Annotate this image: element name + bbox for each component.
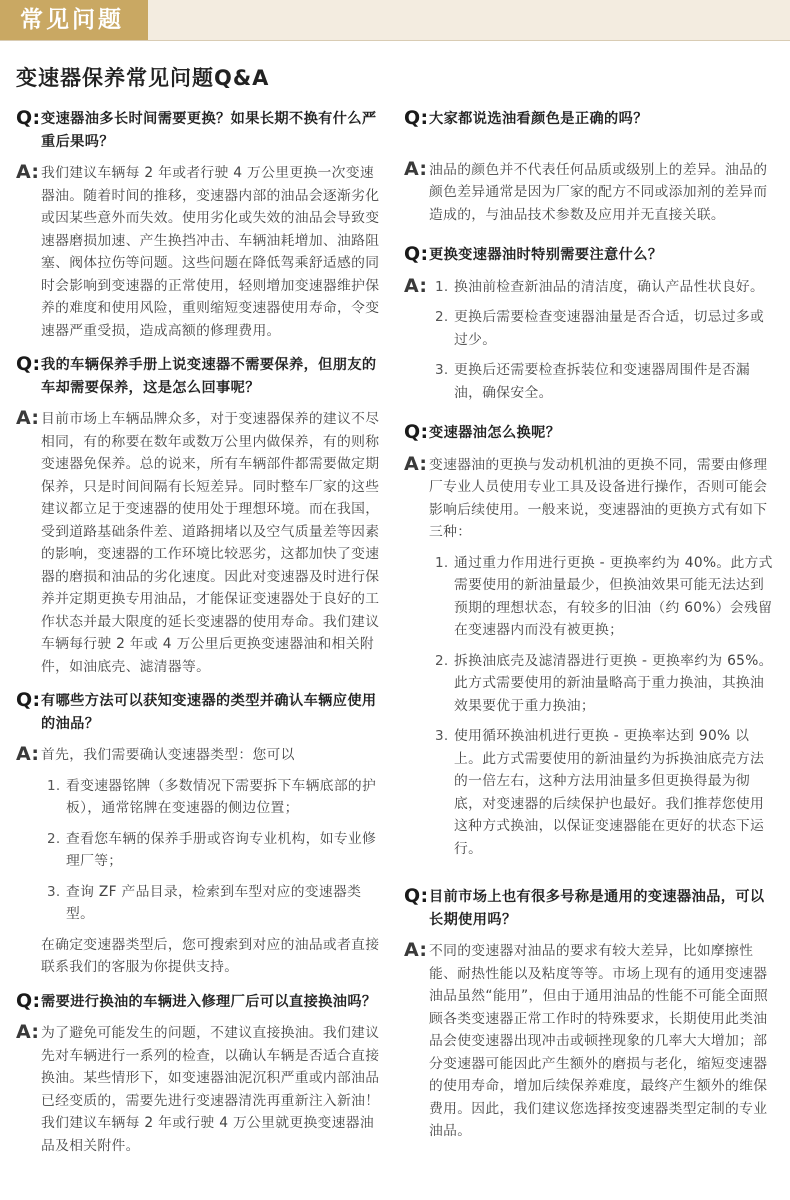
question-text: 需要进行换油的车辆进入修理厂后可以直接换油吗？ [41,993,377,1010]
question-1 [16,108,388,153]
page-title: 变速器保养常见问题Q&A [16,66,270,90]
a-marker: A: [16,743,40,765]
answer-6-list [429,276,776,405]
question-4 [16,991,388,1014]
answer-5 [404,159,776,227]
q-marker: Q: [16,689,41,711]
question-text: 我的车辆保养手册上说变速器不需要保养，但朋友的车却需要保养，这是怎么回事呢？ [41,357,377,396]
question-5 [404,108,776,131]
answer-text: 不同的变速器对油品的要求有较大差异，比如摩擦性能、耐热性能以及粘度等等。市场上现有的通用变速器油品虽然“能用”，但由于通用油品的性能不可能全面照顾各类变速器正常工作时的特殊要求，长期使用此类油品会使变速器出现冲击或顿挫现象的几率大大增加；部分变速器可能因此产生额外的磨损与老化，缩短变速器的使用寿命，增加后续保养难度，最终产生额外的维保费用。因此，我们建议您选择按变速器类型定制的专业油品。 [429,943,769,1139]
list-item: 2. 查看您车辆的保养手册或咨询专业机构，如专业修理厂等； [47,830,377,869]
question-8 [404,886,776,931]
question-7 [404,422,776,445]
q-marker: Q: [404,421,429,443]
question-text: 变速器油多长时间需要更换？如果长期不换有什么严重后果吗？ [41,111,377,150]
a-marker: A: [16,407,40,429]
question-text: 有哪些方法可以获知变速器的类型并确认车辆应使用的油品？ [41,693,377,732]
list-item: 2. 拆换油底壳及滤清器进行更换 - 更换率约为 65%。此方式需要使用的新油量略高于重力换油，其换油效果要优于重力换油； [435,652,773,714]
question-2 [16,354,388,399]
answer-3-list [41,775,388,926]
answer-text: 目前市场上车辆品牌众多，对于变速器保养的建议不尽相同，有的称要在数年或数万公里内做保养，有的则称变速器免保养。总的说来，所有车辆部件都需要做定期保养，只是时间间隔有长短差异。同时整车厂家的这些建议都立足于变速器的使用处于理想环境。而在我国，受到道路基础条件差、道路拥堵以及空气质量差等因素的影响，变速器的工作环境比较恶劣，这都加快了变速器的磨损和油品的劣化速度。因此对变速器及时进行保养并定期更换专用油品，才能保证变速器处于良好的工作状态并最大限度的延长变速器的使用寿命。我们建议车辆每行驶 2 年或 4 万公里后更换变速器油和相关附件，如油底壳、滤清器等。 [41,411,380,675]
q-marker: Q: [404,885,429,907]
a-marker: A: [404,939,428,961]
answer-3-tail: 在确定变速器类型后，您可搜索到对应的油品或者直接联系我们的客服为你提供支持。 [41,936,380,975]
list-item: 3. 查询 ZF 产品目录，检索到车型对应的变速器类型。 [47,883,362,922]
a-marker: A: [404,157,428,180]
question-text: 变速器油怎么换呢？ [429,425,561,441]
header-banner [0,0,790,41]
list-item: 1. 换油前检查新油品的清洁度，确认产品性状良好。 [435,278,765,295]
list-item: 2. 更换后需要检查变速器油量是否合适，切忌过多或过少。 [435,309,765,348]
question-text: 大家都说选油看颜色是正确的吗？ [429,111,648,127]
answer-text: 为了避免可能发生的问题，不建议直接换油。我们建议先对车辆进行一系列的检查，以确认车辆是否适合直接换油。某些情形下，如变速器油泥沉积严重或内部油品已经变质的，需要先进行变速器清洗再重新注入新油！我们建议车辆每 2 年或行驶 4 万公里就更换变速器油品及相关附件。 [41,1025,380,1154]
answer-1 [16,162,388,342]
banner-title: 常见问题 [20,7,124,33]
answer-6 [404,276,776,405]
question-6 [404,244,776,267]
answer-2 [16,408,388,678]
faq-column-left [16,108,388,1157]
answer-7-list [429,552,776,861]
q-marker: Q: [16,107,41,129]
list-item: 1. 通过重力作用进行更换 - 更换率约为 40%。此方式需要使用的新油量最少，但换油效果可能无法达到预期的理想状态，有较多的旧油（约 60%）会残留在变速器内而没有被更换； [435,554,773,638]
answer-text: 我们建议车辆每 2 年或者行驶 4 万公里更换一次变速器油。随着时间的推移，变速器内部的油品会逐渐劣化或因某些意外而失效。使用劣化或失效的油品会导致变速器磨损加速、产生换挡冲击、车辆油耗增加、油路阻塞、阀体拉伤等问题。这些问题在降低驾乘舒适感的同时会影响到变速器的正常使用，轻则增加变速器维护保养的难度和使用风险，重则缩短变速器使用寿命，令变速器严重受损，造成高额的修理费用。 [41,165,380,339]
answer-4 [16,1022,388,1157]
answer-8 [404,940,776,1143]
list-item: 1. 看变速器铭牌（多数情况下需要拆下车辆底部的护板），通常铭牌在变速器的侧边位置； [47,777,377,816]
list-item: 3. 使用循环换油机进行更换 - 更换率达到 90% 以上。此方式需要使用的新油量约为拆换油底壳方法的一倍左右，这种方法用油量多但更换得最为彻底，对变速器的后续保护也最好。我们推荐您使用这种方式换油，以保证变速器能在更好的状态下运行。 [435,728,765,857]
a-marker: A: [16,161,40,183]
list-item: 3. 更换后还需要检查拆装位和变速器周围件是否漏油，确保安全。 [435,362,751,401]
a-marker: A: [16,1021,40,1043]
answer-text: 变速器油的更换与发动机机油的更换不同，需要由修理厂专业人员使用专业工具及设备进行操作，否则可能会影响后续使用。一般来说，变速器油的更换方式有如下三种： [429,456,768,540]
a-marker: A: [404,452,428,475]
q-marker: Q: [404,243,429,265]
question-text: 更换变速器油时特别需要注意什么？ [429,247,663,263]
answer-text: 油品的颜色并不代表任何品质或级别上的差异。油品的颜色差异通常是因为厂家的配方不同或添加剂的差异而造成的，与油品技术参数及应用并无直接关联。 [429,161,768,223]
question-3 [16,690,388,735]
q-marker: Q: [16,989,41,1012]
q-marker: Q: [404,107,429,129]
a-marker: A: [404,274,428,297]
q-marker: Q: [16,353,41,375]
question-text: 目前市场上也有很多号称是通用的变速器油品，可以长期使用吗？ [429,889,765,928]
answer-text: 首先，我们需要确认变速器类型：您可以 [41,747,295,763]
faq-column-right [404,108,776,1143]
answer-7 [404,454,776,861]
answer-3 [16,744,388,979]
